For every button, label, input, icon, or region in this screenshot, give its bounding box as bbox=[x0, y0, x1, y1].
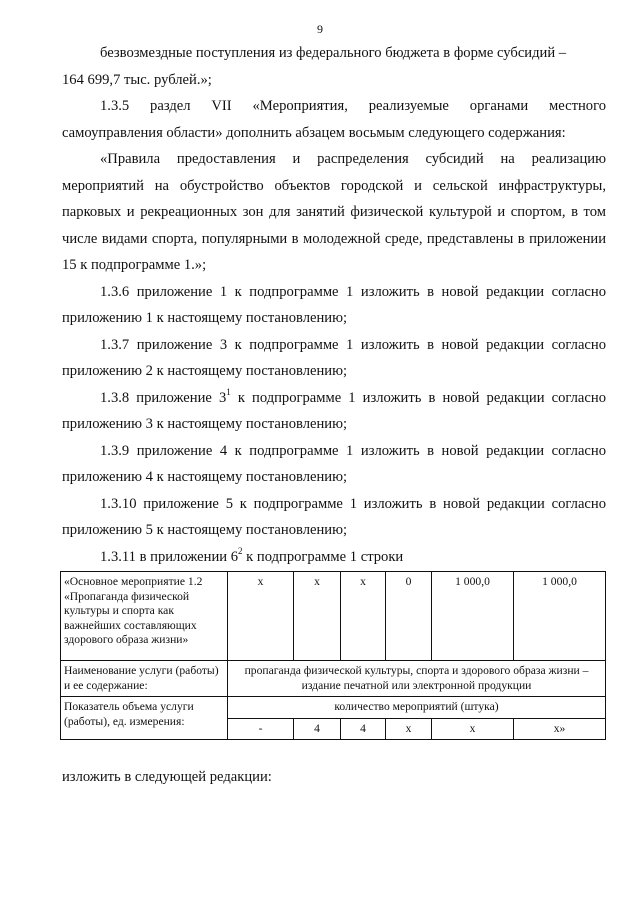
page-number: 9 bbox=[317, 22, 323, 36]
table-cell: 0 bbox=[386, 572, 432, 661]
table-cell: х bbox=[432, 718, 514, 740]
paragraph-subsidies-amount: 164 699,7 тыс. рублей.»; bbox=[62, 71, 212, 88]
closing-paragraph: изложить в следующей редакции: bbox=[62, 769, 272, 785]
service-name-label: Наименование услуги (работы) и ее содержание: bbox=[61, 661, 228, 697]
table-cell: 4 bbox=[294, 718, 341, 740]
main-activity-label: «Основное мероприятие 1.2 «Пропаганда физической культуры и спорта как важнейших составляющих здорового образа жизни» bbox=[61, 572, 228, 661]
table-cell: х» bbox=[514, 718, 606, 740]
indicator-label: Показатель объема услуги (работы), ед. измерения: bbox=[61, 697, 228, 740]
paragraph-1-3-9: 1.3.9 приложение 4 к подпрограмме 1 изложить в новой редакции согласно приложению 4 к настоящему постановлению; bbox=[62, 442, 606, 485]
table-cell: х bbox=[228, 572, 294, 661]
table-cell: х bbox=[294, 572, 341, 661]
table-row-main-activity bbox=[61, 572, 606, 661]
closing-text bbox=[62, 764, 606, 790]
indicator-header: количество мероприятий (штука) bbox=[228, 697, 606, 719]
table-cell: х bbox=[386, 718, 432, 740]
service-content-line: пропаганда физической культуры, спорта и здорового образа жизни – bbox=[244, 664, 589, 677]
table-cell: 1 000,0 bbox=[432, 572, 514, 661]
paragraph-1-3-8-end: к подпрограмме 1 изложить в новой редакции согласно приложению 3 к настоящему постановлению; bbox=[62, 389, 606, 432]
paragraph-1-3-8-start: 1.3.8 приложение 3 bbox=[100, 389, 227, 406]
paragraph-subsidies: безвозмездные поступления из федерального бюджета в форме субсидий – bbox=[100, 45, 567, 61]
table-row-service-name bbox=[61, 661, 606, 697]
paragraph-1-3-8 bbox=[62, 385, 606, 438]
table-cell: 1 000,0 bbox=[514, 572, 606, 661]
table-row-indicator bbox=[61, 697, 606, 719]
paragraph-1-3-6: 1.3.6 приложение 1 к подпрограмме 1 изложить в новой редакции согласно приложению 1 к настоящему постановлению; bbox=[62, 283, 606, 326]
paragraph-1-3-11 bbox=[62, 544, 606, 571]
table-cell: 4 bbox=[341, 718, 386, 740]
paragraph-1-3-11-end: к подпрограмме 1 строки bbox=[242, 548, 404, 565]
document-body bbox=[62, 40, 606, 570]
paragraph-rules: «Правила предоставления и распределения субсидий на реализацию мероприятий на обустройство объектов городской и сельской инфраструктуры, парковых и рекреационных зон для занятий физической культурой и спортом, в том числе видами спорта, популярными в молодежной среде, представлены в приложении 15 к подпрограмме 1.»; bbox=[62, 151, 606, 273]
superscript-2: 2 bbox=[238, 545, 243, 556]
service-content bbox=[228, 661, 606, 697]
table-cell: - bbox=[228, 718, 294, 740]
superscript-1: 1 bbox=[226, 386, 231, 397]
paragraph-1-3-5: 1.3.5 раздел VII «Мероприятия, реализуемые органами местного самоуправления области» дополнить абзацем восьмым следующего содержания: bbox=[62, 98, 606, 141]
service-content-line: издание печатной или электронной продукции bbox=[301, 678, 532, 692]
paragraph-1-3-10: 1.3.10 приложение 5 к подпрограмме 1 изложить в новой редакции согласно приложению 5 к настоящему постановлению; bbox=[62, 495, 606, 538]
paragraph-1-3-7: 1.3.7 приложение 3 к подпрограмме 1 изложить в новой редакции согласно приложению 2 к настоящему постановлению; bbox=[62, 336, 606, 379]
paragraph-1-3-11-start: 1.3.11 в приложении 6 bbox=[100, 548, 239, 565]
programme-table bbox=[60, 571, 606, 740]
table-cell: х bbox=[341, 572, 386, 661]
